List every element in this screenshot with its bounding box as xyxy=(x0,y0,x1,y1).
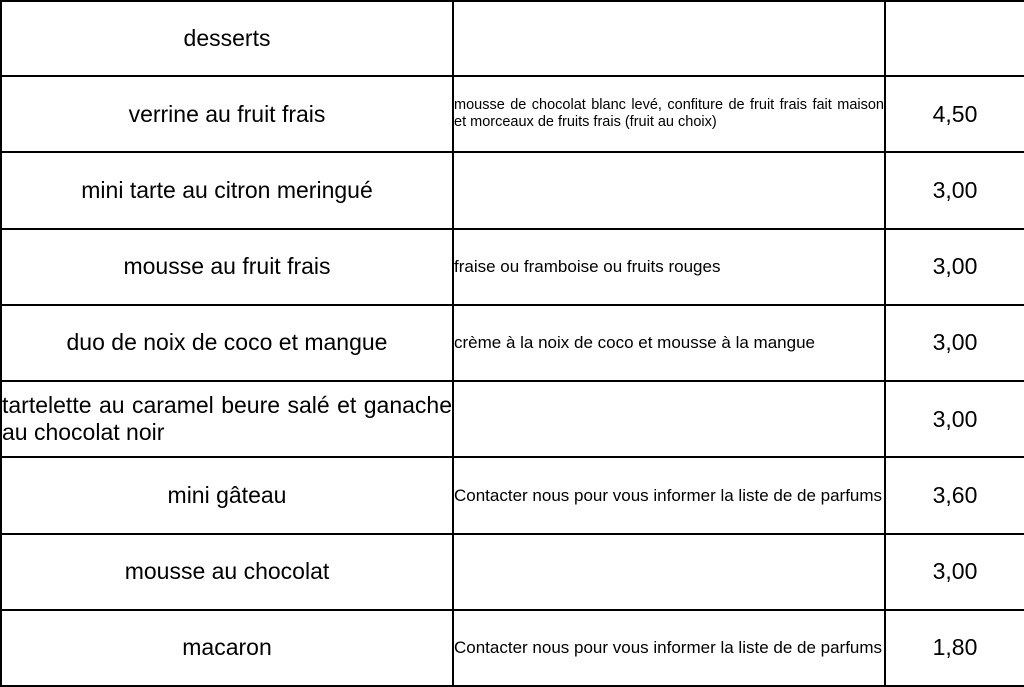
table-row xyxy=(1,534,1024,610)
table-row xyxy=(1,305,1024,381)
item-description xyxy=(453,381,885,457)
item-price: 3,00 xyxy=(885,305,1024,381)
item-name: mini gâteau xyxy=(1,457,453,533)
item-description: crème à la noix de coco et mousse à la mangue xyxy=(453,305,885,381)
item-name: tartelette au caramel beure salé et ganache au chocolat noir xyxy=(1,381,453,457)
item-name: macaron xyxy=(1,610,453,686)
table-row xyxy=(1,229,1024,305)
item-price: 1,80 xyxy=(885,610,1024,686)
item-description xyxy=(453,152,885,228)
item-price: 3,00 xyxy=(885,229,1024,305)
item-price: 3,00 xyxy=(885,534,1024,610)
item-name: mini tarte au citron meringué xyxy=(1,152,453,228)
item-name: verrine au fruit frais xyxy=(1,76,453,152)
item-description: mousse de chocolat blanc levé, confiture de fruit frais fait maison et morceaux de fruits frais (fruit au choix) xyxy=(453,76,885,152)
item-price: 3,00 xyxy=(885,381,1024,457)
item-name: mousse au chocolat xyxy=(1,534,453,610)
item-description: fraise ou framboise ou fruits rouges xyxy=(453,229,885,305)
item-description xyxy=(453,534,885,610)
item-price: 3,60 xyxy=(885,457,1024,533)
category-title: desserts xyxy=(1,1,453,76)
item-name: duo de noix de coco et mangue xyxy=(1,305,453,381)
table-row xyxy=(1,152,1024,228)
item-description: Contacter nous pour vous informer la liste de de parfums xyxy=(453,457,885,533)
header-desc-cell xyxy=(453,1,885,76)
table-row xyxy=(1,381,1024,457)
item-description: Contacter nous pour vous informer la liste de de parfums xyxy=(453,610,885,686)
table-row xyxy=(1,457,1024,533)
item-price: 3,00 xyxy=(885,152,1024,228)
item-price: 4,50 xyxy=(885,76,1024,152)
item-name: mousse au fruit frais xyxy=(1,229,453,305)
table-row xyxy=(1,76,1024,152)
table-header-row xyxy=(1,1,1024,76)
table-row xyxy=(1,610,1024,686)
header-price-cell xyxy=(885,1,1024,76)
